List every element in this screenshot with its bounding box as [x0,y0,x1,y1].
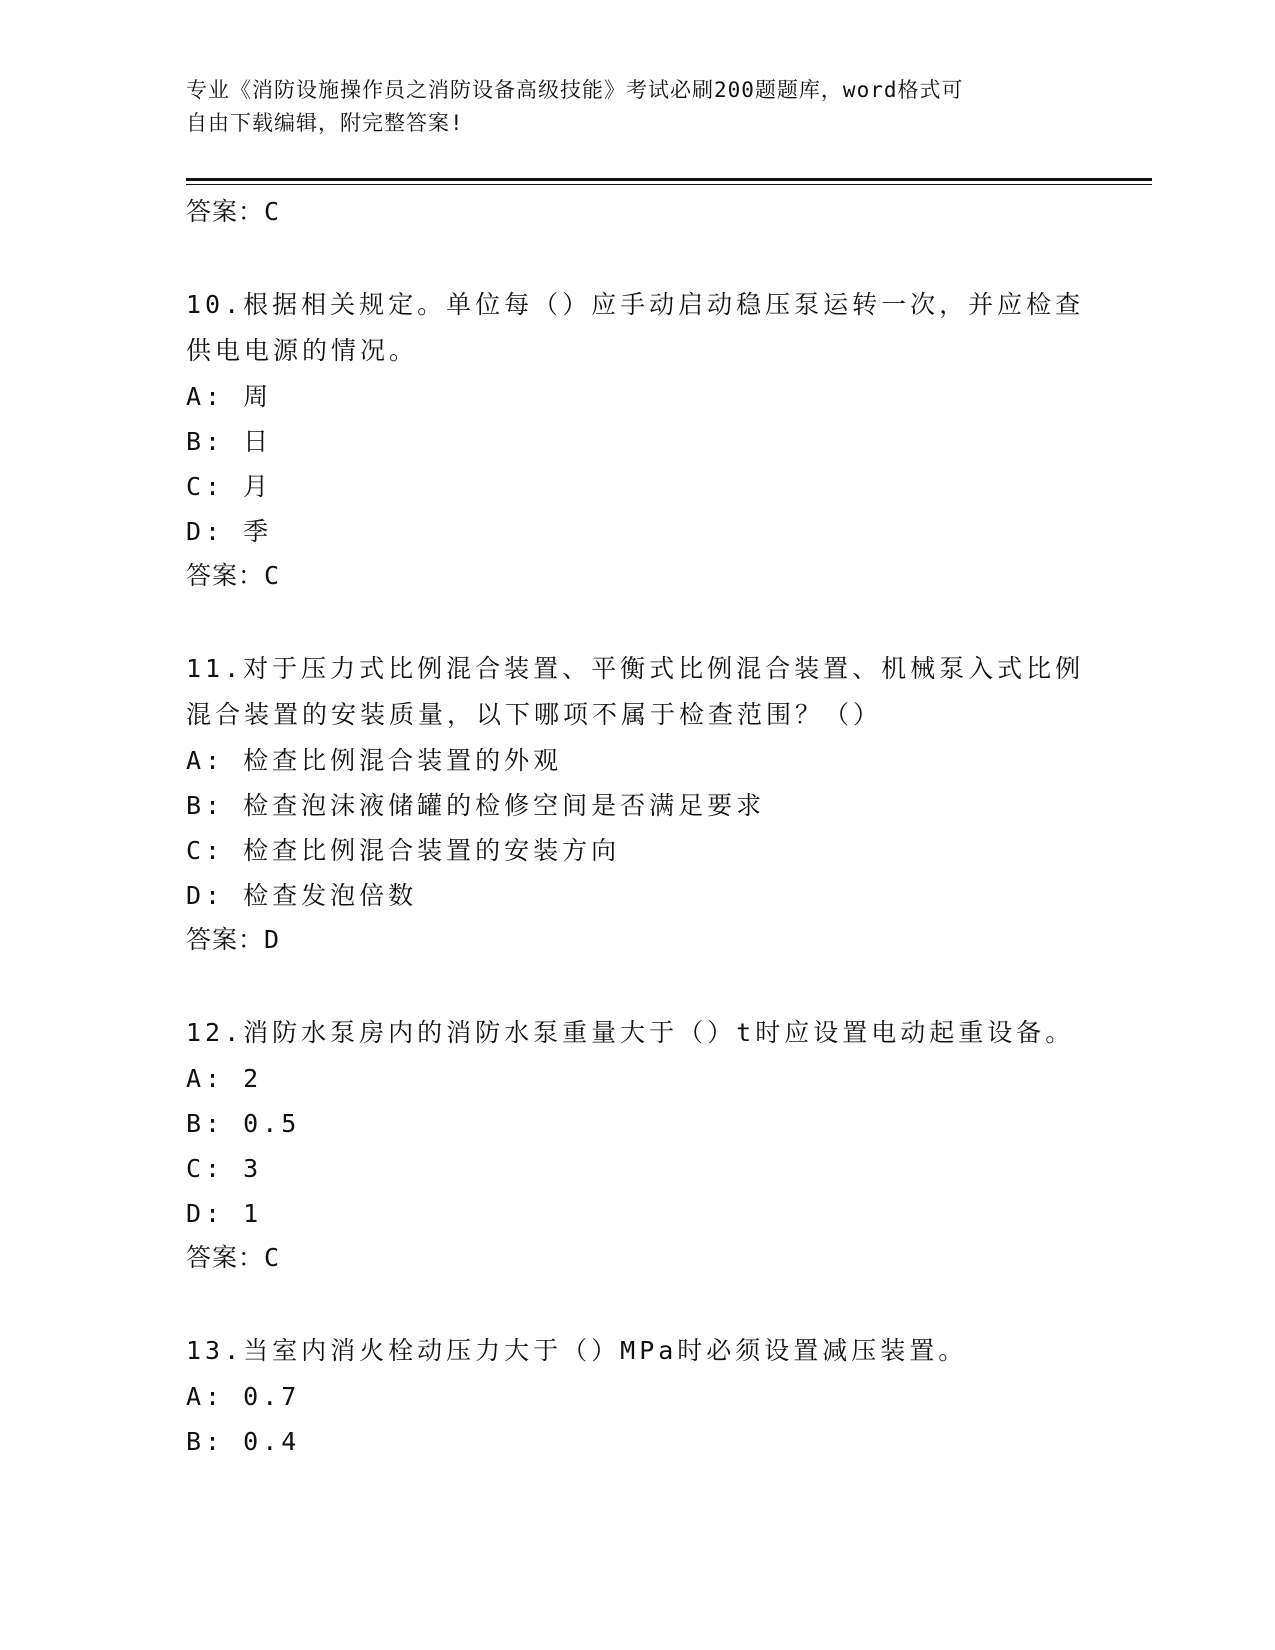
question-block [186,1328,1086,1464]
answer-label: 答案： [186,561,265,590]
answer-label: 答案： [186,1243,265,1272]
question-list [186,190,1086,1464]
option-c: C: 月 [186,472,273,501]
option-a: A: 2 [186,1064,263,1093]
answer-value: D [264,925,281,954]
question-block [186,646,1086,962]
answer-line [186,190,1086,234]
question-text [186,282,1086,374]
question-text [186,1328,1086,1374]
header-line-2: 自由下载编辑，附完整答案! [186,111,464,135]
option-c: C: 3 [186,1154,263,1183]
question-line: 混合装置的安装质量，以下哪项不属于检查范围？（） [186,700,883,729]
option-d: D: 季 [186,517,273,546]
answer-label: 答案： [186,197,265,226]
answer-value: C [264,1243,281,1272]
answer-label: 答案： [186,925,265,954]
header-rule-thick [186,178,1152,181]
question-line: 12.消防水泵房内的消防水泵重量大于（）t时应设置电动起重设备。 [186,1018,1075,1047]
option-c: C: 检查比例混合装置的安装方向 [186,836,621,865]
answer-value: C [264,197,281,226]
option-a: A: 周 [186,382,273,411]
answer-value: C [264,561,281,590]
option-a: A: 检查比例混合装置的外观 [186,746,563,775]
option-a: A: 0.7 [186,1382,301,1411]
option-b: B: 检查泡沫液储罐的检修空间是否满足要求 [186,791,766,820]
question-line: 13.当室内消火栓动压力大于（）MPa时必须设置减压装置。 [186,1336,968,1365]
question-text [186,646,1086,738]
header-rule-thin [186,184,1152,185]
question-text [186,1010,1086,1056]
question-line: 供电电源的情况。 [186,336,419,365]
document-header [186,74,1066,140]
question-block [186,282,1086,598]
question-line: 10.根据相关规定。单位每（）应手动启动稳压泵运转一次，并应检查 [186,290,1085,319]
question-line: 11.对于压力式比例混合装置、平衡式比例混合装置、机械泵入式比例 [186,654,1085,683]
answer-line [186,1236,1086,1280]
option-b: B: 日 [186,427,273,456]
answer-line [186,554,1086,598]
option-b: B: 0.4 [186,1427,301,1456]
question-block [186,1010,1086,1280]
header-line-1: 专业《消防设施操作员之消防设备高级技能》考试必刷200题题库，word格式可 [186,78,964,102]
option-d: D: 1 [186,1199,263,1228]
option-b: B: 0.5 [186,1109,301,1138]
answer-line [186,918,1086,962]
option-d: D: 检查发泡倍数 [186,881,418,910]
